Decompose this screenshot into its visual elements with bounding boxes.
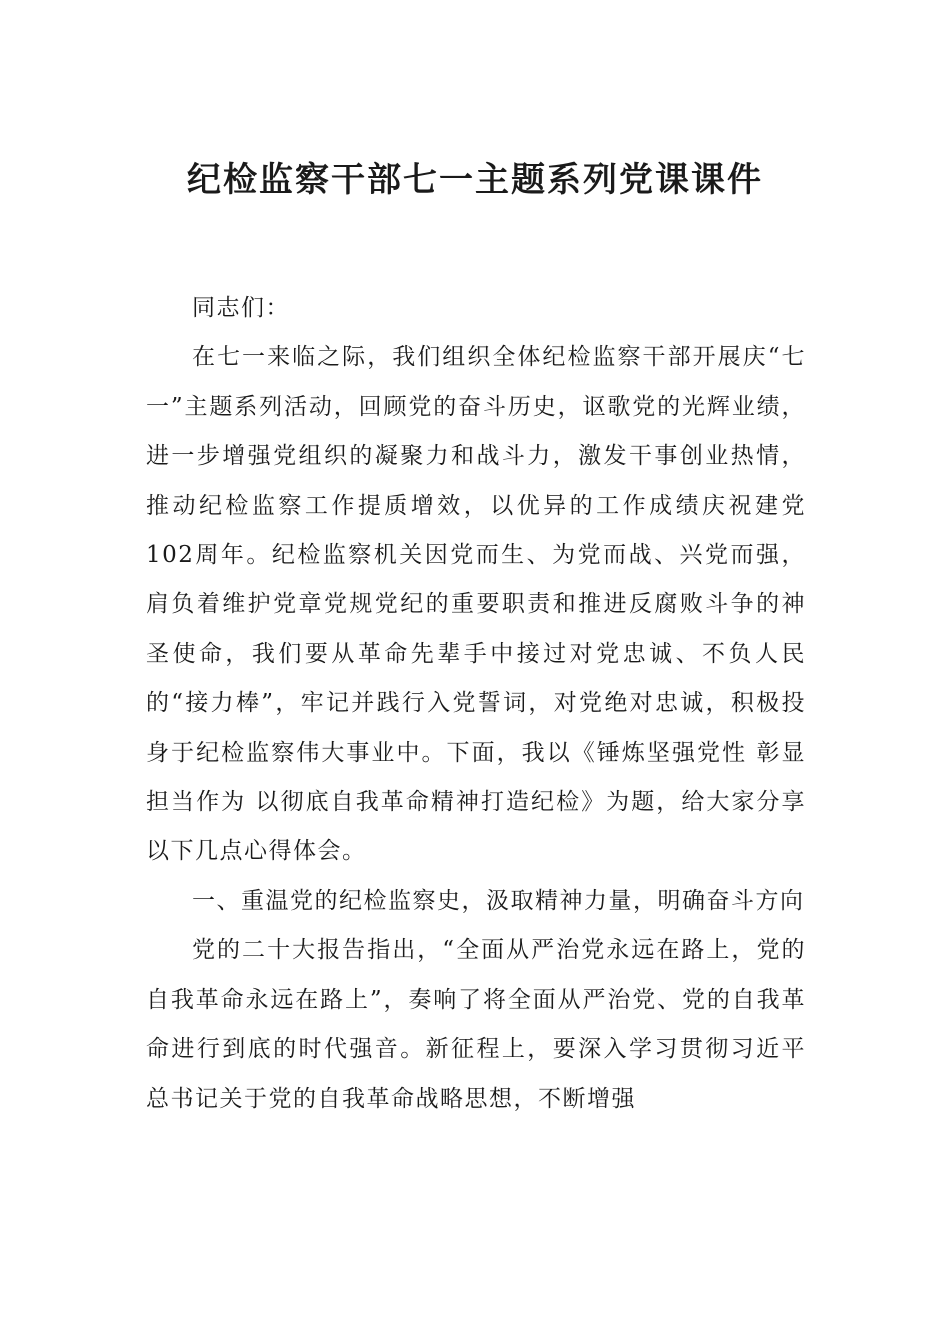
paragraph-intro: 在七一来临之际，我们组织全体纪检监察干部开展庆“七一”主题系列活动，回顾党的奋斗历史，讴歌党的光辉业绩，进一步增强党组织的凝聚力和战斗力，激发干事创业热情，推动纪检监察工作提质增效，以优异的工作成绩庆祝建党102周年。纪检监察机关因党而生、为党而战、兴党而强，肩负着维护党章党规党纪的重要职责和推进反腐败斗争的神圣使命，我们要从革命先辈手中接过对党忠诚、不负人民的“接力棒”，牢记并践行入党誓词，对党绝对忠诚，积极投身于纪检监察伟大事业中。下面，我以《锤炼坚强党性 彰显担当作为 以彻底自我革命精神打造纪检》为题，给大家分享以下几点心得体会。 — [146, 344, 806, 865]
section-heading-1: 一、重温党的纪检监察史，汲取精神力量，明确奋斗方向 — [192, 887, 805, 914]
document-title: 纪检监察干部七一主题系列党课课件 — [187, 160, 763, 200]
document-body — [146, 284, 806, 1124]
paragraph-section-1: 党的二十大报告指出，“全面从严治党永远在路上，党的自我革命永远在路上”，奏响了将全面从严治党、党的自我革命进行到底的时代强音。新征程上，要深入学习贯彻习近平总书记关于党的自我革命战略思想，不断增强 — [146, 937, 806, 1112]
salutation: 同志们： — [192, 295, 290, 321]
